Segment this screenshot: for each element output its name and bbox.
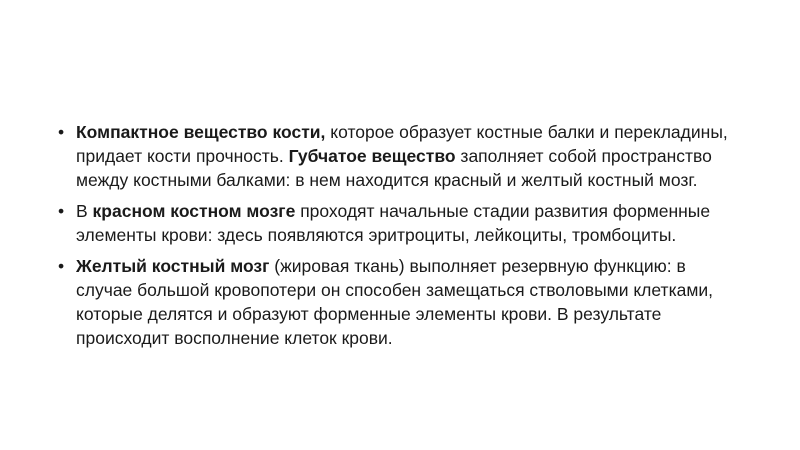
term-spongy-substance: Губчатое вещество xyxy=(288,146,456,166)
bullet-text: (жировая ткань) выполняет резервную функцию: в случае большой кровопотери он способен замещаться стволовыми клетками, которые делятся и образуют форменные элементы крови. В результате происходит восполнение клеток крови. xyxy=(76,256,714,348)
bullet-item-yellow-marrow xyxy=(58,254,728,350)
bullet-marker: • xyxy=(58,122,65,142)
term-yellow-marrow: Желтый костный мозг xyxy=(76,256,270,276)
bullet-text: заполняет собой пространство между костными балками: в нем находится красный и желтый костный мозг. xyxy=(76,146,712,190)
bullet-item-compact-bone xyxy=(58,120,728,192)
bullet-text: В xyxy=(76,201,93,221)
term-red-marrow: красном костном мозге xyxy=(92,201,296,221)
bullet-marker: • xyxy=(58,256,65,276)
bullet-text: проходят начальные стадии развития форменные элементы крови: здесь появляются эритроциты, лейкоциты, тромбоциты. xyxy=(76,201,711,245)
bullet-text: которое образует костные балки и перекладины, придает кости прочность. xyxy=(76,122,728,166)
bullet-list xyxy=(58,120,728,357)
bullet-marker: • xyxy=(58,201,65,221)
bullet-item-red-marrow xyxy=(58,199,728,247)
term-compact-substance: Компактное вещество кости, xyxy=(76,122,326,142)
